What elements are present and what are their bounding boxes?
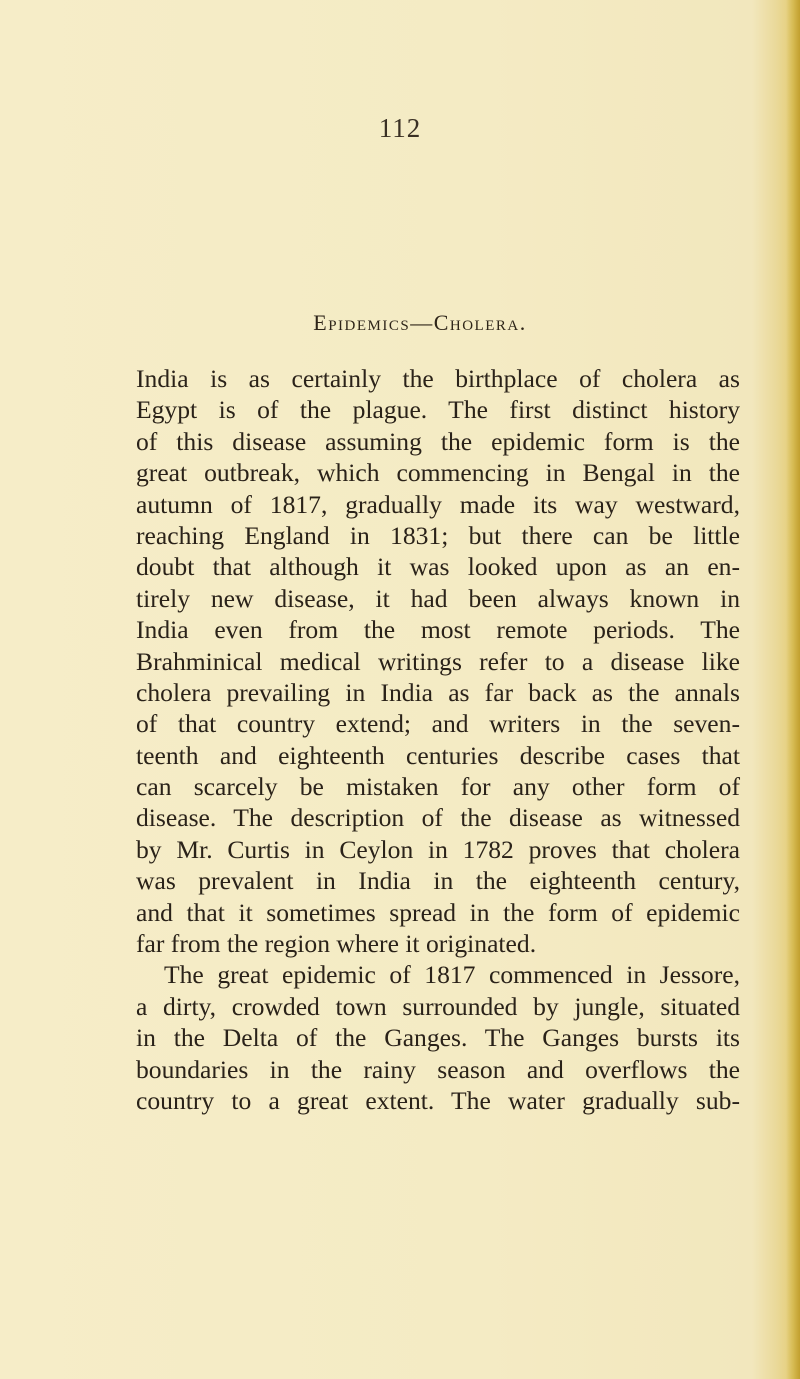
text-line: was prevalent in India in the eighteenth century, xyxy=(136,866,740,896)
text-line: and that it sometimes spread in the form of epidemic xyxy=(136,897,740,927)
page-edge-shadow xyxy=(786,0,800,1379)
text-line: far from the region where it originated. xyxy=(136,929,537,959)
text-line: country to a great extent. The water gradually sub- xyxy=(136,1085,740,1115)
text-line: disease. The description of the disease as witnessed xyxy=(136,803,740,833)
text-line: doubt that although it was looked upon as an en- xyxy=(136,552,740,582)
text-line: India is as certainly the birthplace of cholera as xyxy=(136,364,740,393)
text-line: boundaries in the rainy season and overflows the xyxy=(136,1054,740,1084)
text-line: India even from the most remote periods. The xyxy=(136,615,740,645)
text-line: of that country extend; and writers in the seven- xyxy=(136,709,740,739)
text-line: a dirty, crowded town surrounded by jungle, situated xyxy=(136,991,740,1021)
text-line: can scarcely be mistaken for any other form of xyxy=(136,772,740,802)
body-text xyxy=(136,363,740,1116)
text-line: of this disease assuming the epidemic form is the xyxy=(136,426,740,456)
text-line: Brahminical medical writings refer to a disease like xyxy=(136,646,740,676)
text-line: great outbreak, which commencing in Bengal in the xyxy=(136,458,740,488)
text-line: Egypt is of the plague. The first distinct history xyxy=(136,395,740,425)
text-line: reaching England in 1831; but there can be little xyxy=(136,520,740,550)
text-line: The great epidemic of 1817 commenced in Jessore, xyxy=(164,960,740,990)
text-line: in the Delta of the Ganges. The Ganges bursts its xyxy=(136,1023,740,1053)
text-line: autumn of 1817, gradually made its way westward, xyxy=(136,489,740,519)
text-line: tirely new disease, it had been always known in xyxy=(136,583,740,613)
section-heading: Epidemics—Cholera. xyxy=(313,310,527,335)
text-line: by Mr. Curtis in Ceylon in 1782 proves that cholera xyxy=(136,834,740,864)
page-number: 112 xyxy=(378,113,422,143)
text-line: teenth and eighteenth centuries describe cases that xyxy=(136,740,740,770)
text-line: cholera prevailing in India as far back as the annals xyxy=(136,677,740,707)
